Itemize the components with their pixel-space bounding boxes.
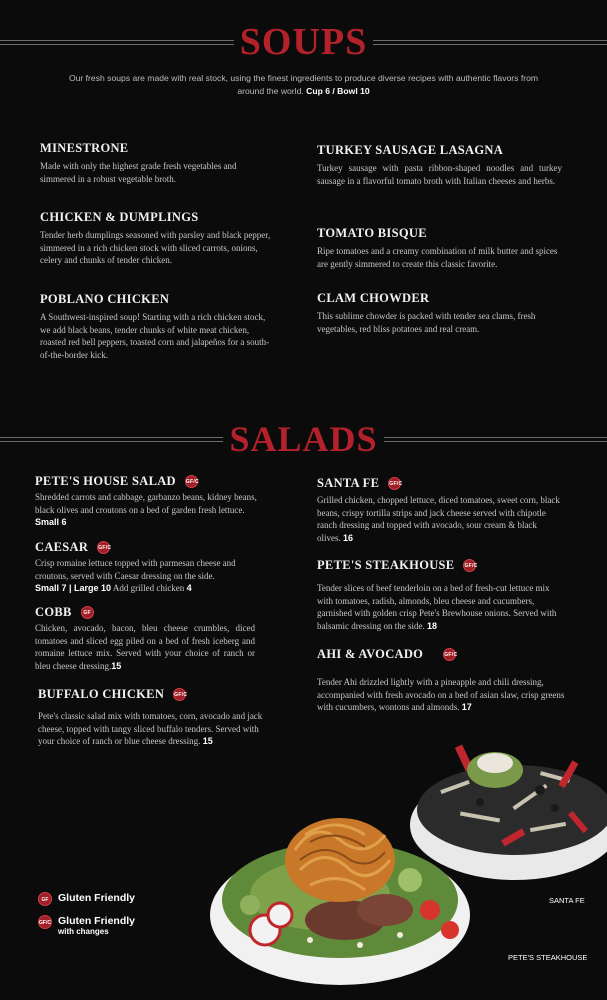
price: 15: [202, 736, 213, 746]
soups-header: [0, 18, 607, 68]
soup-item: CHICKEN & DUMPLINGS Tender herb dumplings seasoned with parsley and black pepper, simmered in a rich chicken stock with sliced carrots, onions, celery and chunks of tender chicken.: [40, 210, 271, 265]
salad-item: AHI & AVOCADO GF/C Tender Ahi drizzled lightly with a pineapple and chili dressing, accompanied with fresh avocado on a bed of asian slaw, crisp greens with cucumbers, wontons and almonds. 17: [317, 647, 565, 712]
soup-item: CLAM CHOWDER This sublime chowder is packed with tender sea clams, fresh vegetables, red bliss potatoes and real cream.: [317, 291, 536, 334]
gluten-friendly-changes-icon: GF/C: [185, 475, 198, 488]
price: 18: [426, 620, 437, 631]
gluten-friendly-changes-icon: GF/C: [97, 541, 110, 554]
soups-intro: Our fresh soups are made with real stock, using the finest ingredients to produce diverse recipes with authentic flavors from around the world. Cup 6 / Bowl 10: [68, 73, 539, 96]
gluten-friendly-icon: GF: [81, 606, 94, 619]
gluten-friendly-changes-icon: GF/C: [388, 477, 401, 490]
price: 17: [461, 702, 472, 712]
photo-caption: SANTA FE: [549, 896, 585, 905]
salad-item: SANTA FE GF/C Grilled chicken, chopped lettuce, diced tomatoes, sweet corn, black beans, crispy tortilla strips and jack cheese served with chipotle ranch dressing and topped with avocado, sour cream & black olives. 16: [317, 476, 560, 543]
price: 4: [186, 583, 192, 593]
soup-item: TURKEY SAUSAGE LASAGNA Turkey sausage with pasta ribbon-shaped noodles and turkey sausage in a flavorful tomato broth with Italian cheeses and herbs.: [317, 143, 562, 186]
salads-header: [0, 415, 607, 465]
soup-item: TOMATO BISQUE Ripe tomatoes and a creamy combination of milk butter and spices are gently simmered to create this classic favorite.: [317, 226, 558, 269]
salad-item: PETE'S STEAKHOUSE GF/C Tender slices of beef tenderloin on a bed of fresh-cut lettuce mix with tomatoes, radish, almonds, bleu cheese and cucumbers, garnished with golden crisp Pete's Brewhouse onions. Served with balsamic dressing on the side. 18: [317, 558, 557, 631]
soup-item: POBLANO CHICKEN A Southwest-inspired soup! Starting with a rich chicken stock, we add black beans, tender chunks of white meat chicken, roasted red bell peppers, toasted corn and jalapeños for a south-of-the-border kick.: [40, 292, 270, 360]
price: Small 6: [35, 517, 67, 527]
gluten-friendly-changes-icon: GF/C: [173, 688, 186, 701]
salad-item: PETE'S HOUSE SALAD GF/C Shredded carrots and cabbage, garbanzo beans, kidney beans, black olives and croutons on a bed of garden fresh lettuce. Small 6: [35, 474, 257, 527]
gluten-friendly-changes-icon: GF/C: [443, 648, 456, 661]
salad-item: BUFFALO CHICKEN GF/C Pete's classic salad mix with tomatoes, corn, avocado and jack cheese, topped with tangy sliced buffalo tenders. Served with your choice of ranch or blue cheese dressing. 15: [38, 687, 263, 746]
gluten-friendly-changes-icon: GF/C: [463, 559, 476, 572]
salad-item: CAESAR GF/C Crisp romaine lettuce topped with parmesan cheese and croutons, served with Caesar dressing on the side. Small 7 | Large 10 Add grilled chicken 4: [35, 540, 236, 593]
photo-caption: PETE'S STEAKHOUSE: [508, 953, 588, 962]
salads-title: SALADS: [223, 415, 383, 463]
soup-item: MINESTRONE Made with only the highest grade fresh vegetables and simmered in a robust vegetable broth.: [40, 141, 237, 184]
soups-title: SOUPS: [234, 18, 373, 66]
legend-gfc: GF/C Gluten Friendly with changes: [39, 915, 136, 936]
price: 15: [111, 660, 122, 671]
salad-item: COBB GF Chicken, avocado, bacon, bleu cheese crumbles, diced tomatoes and sliced egg piled on a bed of fresh iceberg and romaine lettuce mix. Served with your choice of ranch or bleu cheese dressing.15: [35, 605, 255, 671]
legend-gf: GF Gluten Friendly: [38, 892, 135, 906]
price: 16: [343, 532, 354, 543]
soups-price: Cup 6 / Bowl 10: [306, 86, 370, 96]
gluten-friendly-changes-icon: GF/C: [38, 915, 52, 929]
price: Small 7 | Large 10: [35, 583, 112, 593]
gluten-friendly-icon: GF: [38, 892, 52, 906]
